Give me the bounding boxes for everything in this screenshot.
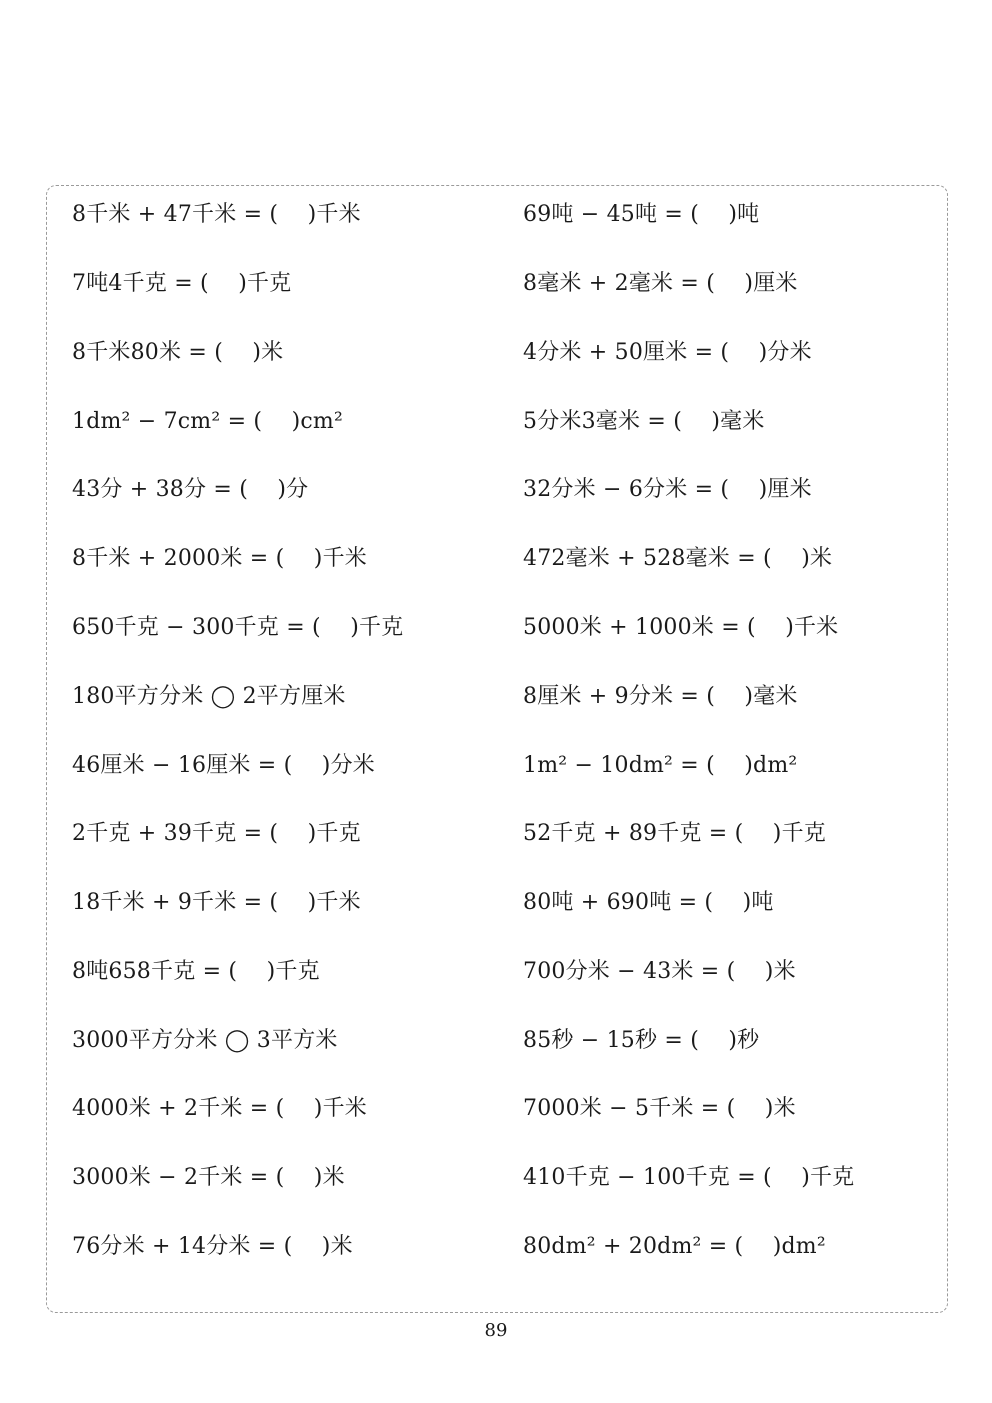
problem-right-3: 4分米 + 50厘米 = ( )分米 (523, 340, 812, 365)
problem-left-4: 1dm² − 7cm² = ( )cm² (72, 409, 343, 434)
problem-right-11: 80吨 + 690吨 = ( )吨 (523, 890, 774, 915)
problem-left-6: 8千米 + 2000米 = ( )千米 (72, 546, 367, 571)
problem-left-2: 7吨4千克 = ( )千克 (72, 271, 292, 296)
problem-right-15: 410千克 − 100千克 = ( )千克 (523, 1165, 855, 1190)
problem-right-6: 472毫米 + 528毫米 = ( )米 (523, 546, 833, 571)
problem-left-7: 650千克 − 300千克 = ( )千克 (72, 615, 404, 640)
problem-left-13: 3000平方分米 ◯ 3平方米 (72, 1028, 338, 1053)
page-number: 89 (484, 1320, 508, 1341)
problem-left-12: 8吨658千克 = ( )千克 (72, 959, 320, 984)
problem-left-9: 46厘米 − 16厘米 = ( )分米 (72, 753, 375, 778)
problem-right-4: 5分米3毫米 = ( )毫米 (523, 409, 765, 434)
problem-left-15: 3000米 − 2千米 = ( )米 (72, 1165, 345, 1190)
problem-right-9: 1m² − 10dm² = ( )dm² (523, 753, 798, 778)
problem-right-16: 80dm² + 20dm² = ( )dm² (523, 1234, 826, 1259)
problem-right-14: 7000米 − 5千米 = ( )米 (523, 1096, 796, 1121)
problem-left-11: 18千米 + 9千米 = ( )千米 (72, 890, 361, 915)
problem-right-1: 69吨 − 45吨 = ( )吨 (523, 202, 760, 227)
problem-right-2: 8毫米 + 2毫米 = ( )厘米 (523, 271, 798, 296)
problem-left-3: 8千米80米 = ( )米 (72, 340, 284, 365)
problem-right-7: 5000米 + 1000米 = ( )千米 (523, 615, 839, 640)
problem-right-13: 85秒 − 15秒 = ( )秒 (523, 1028, 760, 1053)
problem-right-12: 700分米 − 43米 = ( )米 (523, 959, 796, 984)
problem-right-8: 8厘米 + 9分米 = ( )毫米 (523, 684, 798, 709)
problem-left-14: 4000米 + 2千米 = ( )千米 (72, 1096, 367, 1121)
problem-right-5: 32分米 − 6分米 = ( )厘米 (523, 477, 812, 502)
problem-left-8: 180平方分米 ◯ 2平方厘米 (72, 684, 346, 709)
problem-left-1: 8千米 + 47千米 = ( )千米 (72, 202, 361, 227)
problem-left-10: 2千克 + 39千克 = ( )千克 (72, 821, 361, 846)
problem-left-5: 43分 + 38分 = ( )分 (72, 477, 309, 502)
problem-right-10: 52千克 + 89千克 = ( )千克 (523, 821, 826, 846)
problem-left-16: 76分米 + 14分米 = ( )米 (72, 1234, 353, 1259)
